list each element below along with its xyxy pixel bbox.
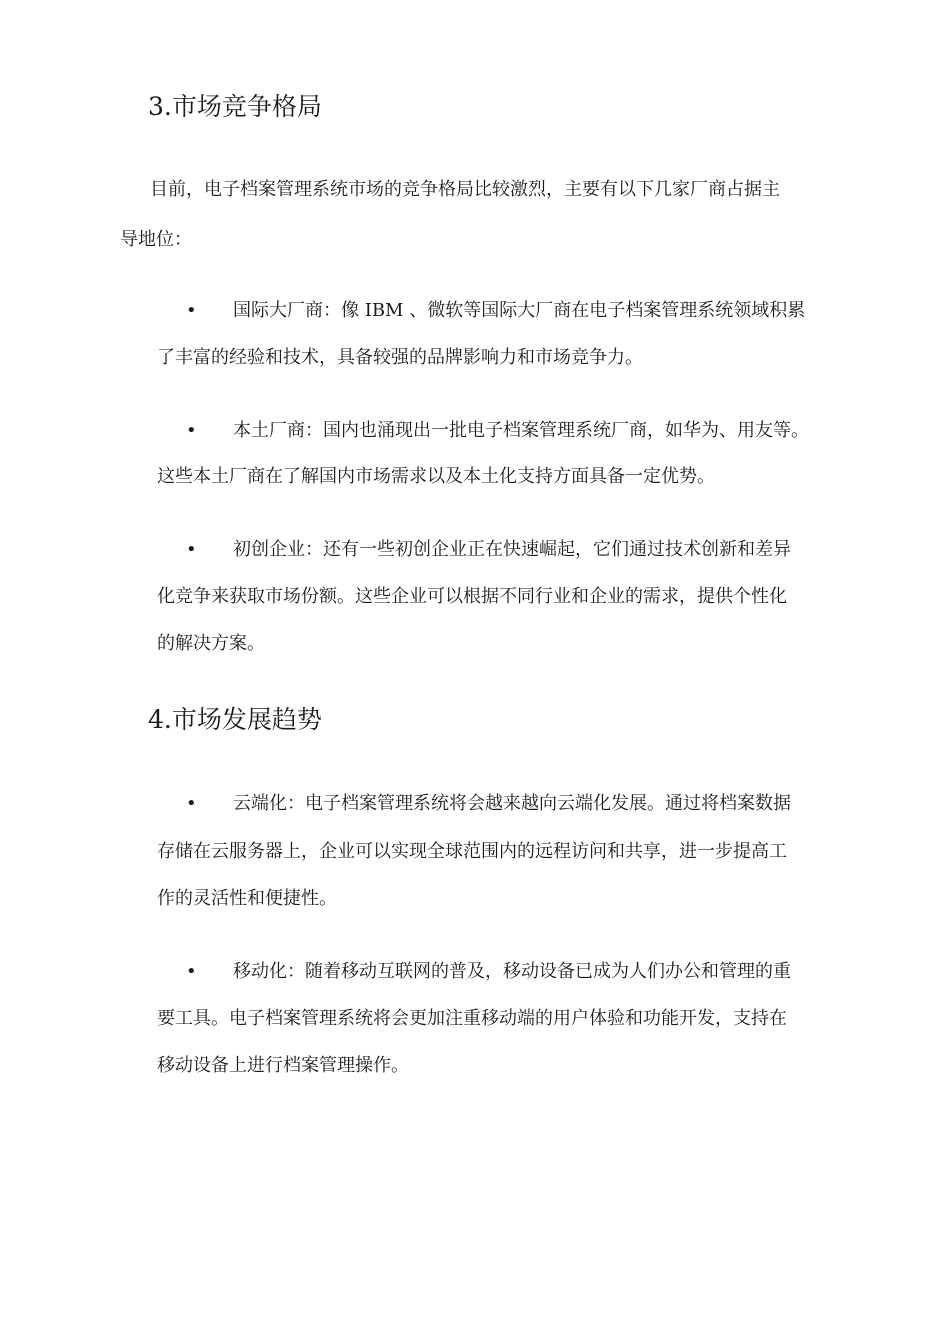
bullet-mobile-line-3: 移动设备上进行档案管理操作。 xyxy=(157,1055,409,1076)
bullet-cloud-line-3: 作的灵活性和便捷性。 xyxy=(157,888,337,909)
bullet-marker: • xyxy=(186,961,197,982)
bullet-marker: • xyxy=(186,420,197,441)
bullet-cloud-line-2: 存储在云服务器上，企业可以实现全球范围内的远程访问和共享，进一步提高工 xyxy=(157,841,787,862)
intro-line-2: 导地位： xyxy=(120,229,192,250)
bullet-mobile-line-1: 移动化：随着移动互联网的普及，移动设备已成为人们办公和管理的重 xyxy=(233,961,791,982)
bullet-marker: • xyxy=(186,793,197,814)
bullet-startup-line-2: 化竞争来获取市场份额。这些企业可以根据不同行业和企业的需求，提供个性化 xyxy=(157,586,787,607)
section-heading-3: 3.市场竞争格局 xyxy=(148,92,322,121)
bullet-marker: • xyxy=(186,539,197,560)
bullet-intl-line-1: 国际大厂商：像 IBM 、微软等国际大厂商在电子档案管理系统领域积累 xyxy=(233,300,806,321)
section-heading-4: 4.市场发展趋势 xyxy=(148,705,322,734)
bullet-intl-line-2: 了丰富的经验和技术，具备较强的品牌影响力和市场竞争力。 xyxy=(157,347,643,368)
bullet-local-line-1: 本土厂商：国内也涌现出一批电子档案管理系统厂商，如华为、用友等。 xyxy=(233,420,809,441)
bullet-local-line-2: 这些本土厂商在了解国内市场需求以及本土化支持方面具备一定优势。 xyxy=(157,466,715,487)
bullet-cloud-line-1: 云端化：电子档案管理系统将会越来越向云端化发展。通过将档案数据 xyxy=(233,793,791,814)
bullet-marker: • xyxy=(186,300,197,321)
bullet-startup-line-1: 初创企业：还有一些初创企业正在快速崛起，它们通过技术创新和差异 xyxy=(233,539,791,560)
bullet-startup-line-3: 的解决方案。 xyxy=(157,633,265,654)
bullet-mobile-line-2: 要工具。电子档案管理系统将会更加注重移动端的用户体验和功能开发，支持在 xyxy=(157,1008,787,1029)
intro-line-1: 目前，电子档案管理系统市场的竞争格局比较激烈，主要有以下几家厂商占据主 xyxy=(150,179,780,200)
